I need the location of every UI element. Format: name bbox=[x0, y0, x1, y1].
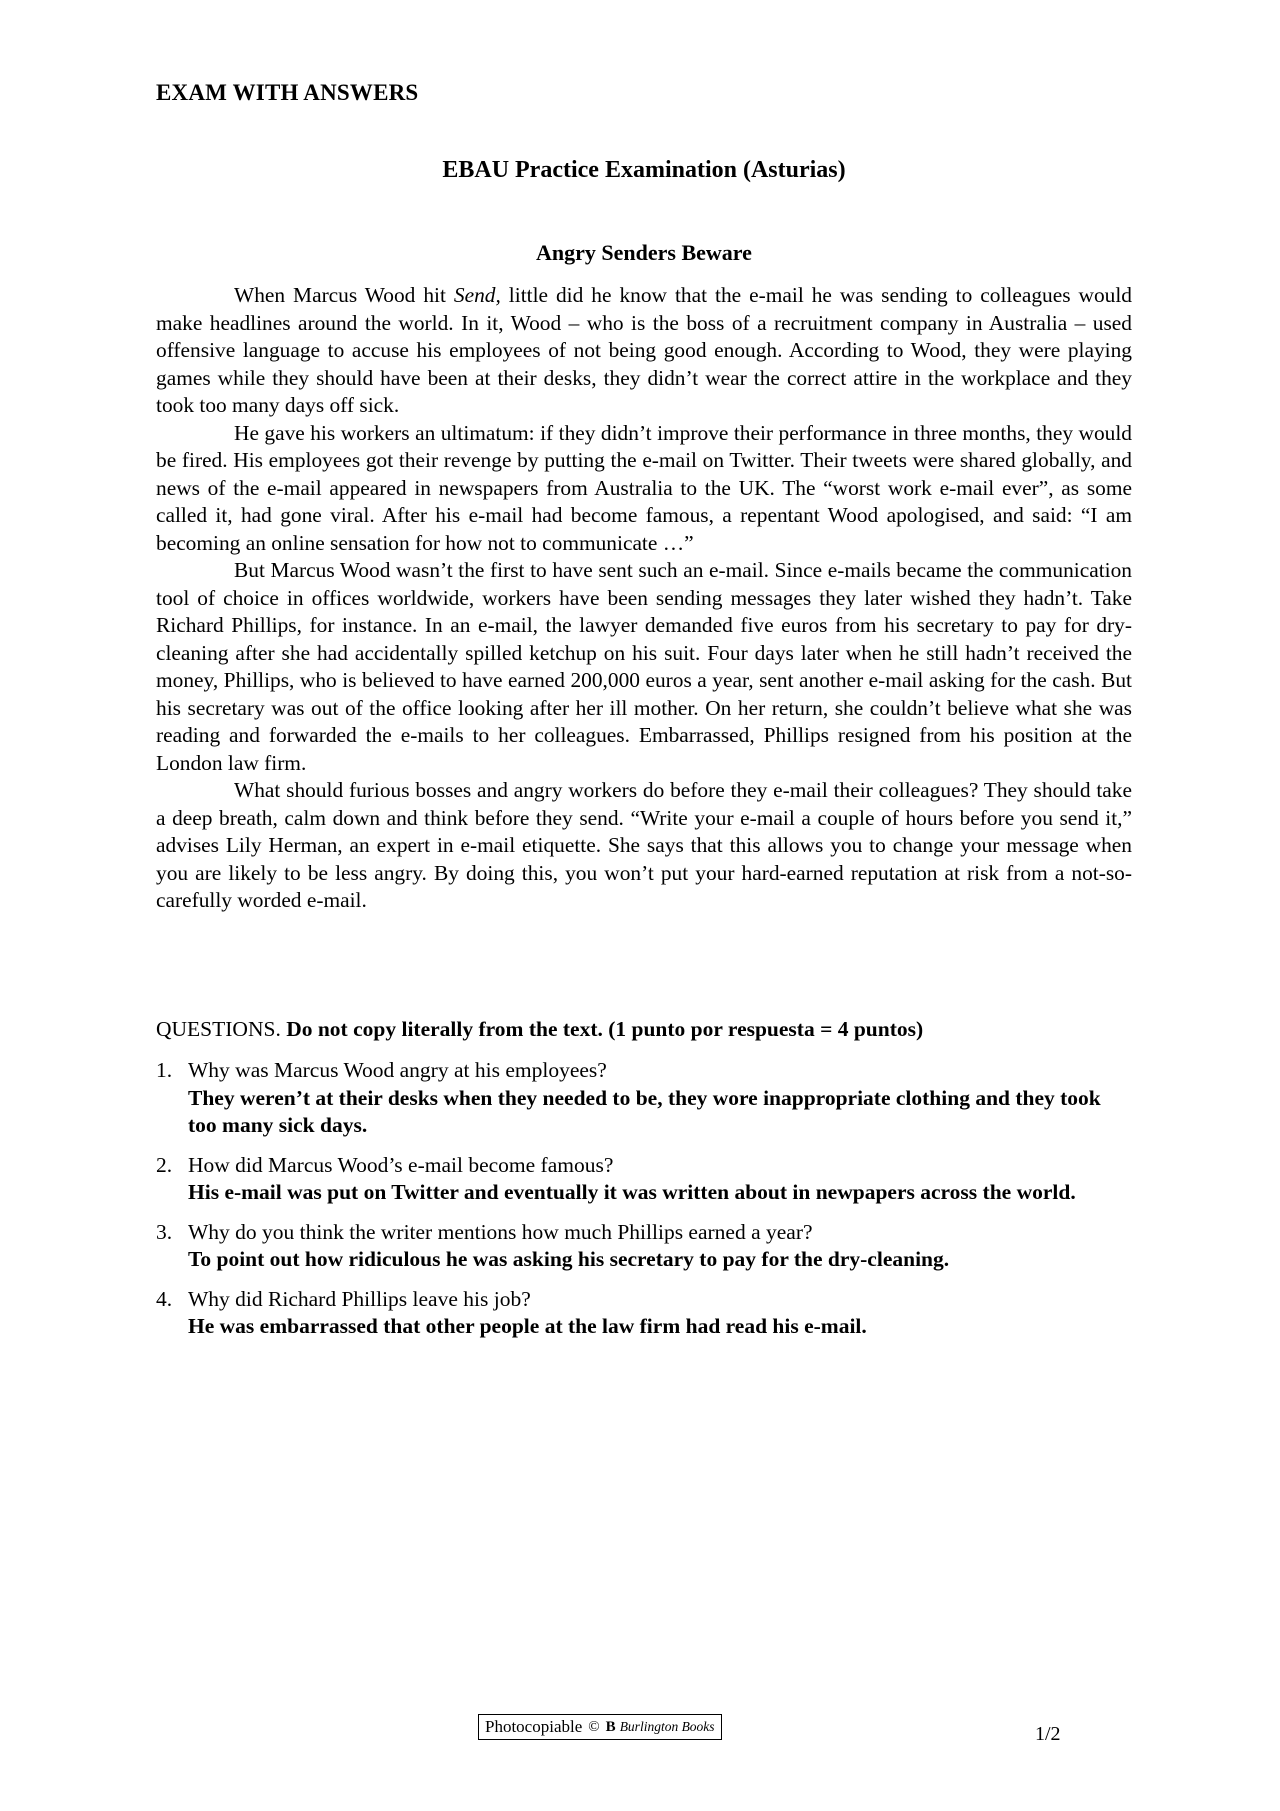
page-number: 1/2 bbox=[1035, 1723, 1061, 1745]
question-text: How did Marcus Wood’s e-mail become famous? bbox=[188, 1152, 614, 1177]
photocopiable-badge bbox=[478, 1714, 722, 1740]
article-paragraph-1 bbox=[156, 282, 1132, 420]
question-number: 2. bbox=[156, 1152, 173, 1177]
burlington-logo-icon: B bbox=[605, 1718, 614, 1735]
article-paragraph-2: He gave his workers an ultimatum: if they didn’t improve their performance in three months, they would be fired. His employees got their revenge by putting the e-mail on Twitter. Their tweets were shared globally, and news of the e-mail appeared in newspapers from Australia to the UK. The “worst work e-mail ever”, as some called it, had gone viral. After his e-mail had become famous, a repentant Wood apologised, and said: “I am becoming an online sensation for how not to communicate …” bbox=[156, 420, 1132, 555]
publisher-name: Burlington Books bbox=[619, 1719, 715, 1734]
answer-text: They weren’t at their desks when they needed to be, they wore inappropriate clothing and they took too many sick days. bbox=[188, 1085, 1101, 1137]
paragraph-1-start: When Marcus Wood hit bbox=[234, 283, 454, 307]
article-title: Angry Senders Beware bbox=[536, 240, 752, 265]
questions-instruction: Do not copy literally from the text. (1 punto por respuesta = 4 puntos) bbox=[286, 1017, 924, 1041]
question-list bbox=[156, 1057, 1132, 1353]
question-number: 3. bbox=[156, 1219, 173, 1244]
article-body bbox=[156, 282, 1132, 915]
paragraph-1-rest: little did he know that the e-mail he was sending to colleagues would make headlines around the world. In it, Wood – who is the boss of a recruitment company in Australia – used offensive language to accuse his employees of not being good enough. According to Wood, they were playing games while they should have been at their desks, they didn’t wear the correct attire in the workplace and they took too many days off sick. bbox=[156, 283, 1132, 417]
question-text: Why was Marcus Wood angry at his employees? bbox=[188, 1058, 607, 1082]
answer-text: To point out how ridiculous he was asking his secretary to pay for the dry-cleaning. bbox=[188, 1247, 950, 1271]
question-number: 4. bbox=[156, 1286, 173, 1311]
document-label: EXAM WITH ANSWERS bbox=[156, 80, 419, 105]
question-item bbox=[156, 1057, 1132, 1140]
questions-label: QUESTIONS. bbox=[156, 1017, 281, 1041]
question-text: Why do you think the writer mentions how much Phillips earned a year? bbox=[188, 1219, 813, 1244]
exam-title: EBAU Practice Examination (Asturias) bbox=[442, 157, 846, 183]
question-item bbox=[156, 1152, 1132, 1207]
answer-text: He was embarrassed that other people at the law firm had read his e-mail. bbox=[188, 1314, 867, 1338]
questions-heading bbox=[156, 1017, 1132, 1042]
copyright-symbol: © bbox=[588, 1718, 600, 1735]
photocopiable-label: Photocopiable bbox=[485, 1717, 583, 1736]
send-italic: Send, bbox=[453, 283, 501, 307]
question-item bbox=[156, 1219, 1132, 1274]
answer-text: His e-mail was put on Twitter and eventually it was written about in newpapers across the world. bbox=[188, 1180, 1076, 1204]
question-number: 1. bbox=[156, 1058, 173, 1082]
article-paragraph-4: What should furious bosses and angry workers do before they e-mail their colleagues? They should take a deep breath, calm down and think before they send. “Write your e-mail a couple of hours before you send it,” advises Lily Herman, an expert in e-mail etiquette. She says that this allows you to change your message when you are likely to be less angry. By doing this, you won’t put your hard-earned reputation at risk from a not-so-carefully worded e-mail. bbox=[156, 778, 1132, 912]
question-text: Why did Richard Phillips leave his job? bbox=[188, 1286, 531, 1311]
article-paragraph-3: But Marcus Wood wasn’t the first to have sent such an e-mail. Since e-mails became the communication tool of choice in offices worldwide, workers have been sending messages they later wished they hadn’t. Take Richard Phillips, for instance. In an e-mail, the lawyer demanded five euros from his secretary to pay for dry-cleaning after she had accidentally spilled ketchup on his suit. Four days later when he still hadn’t received the money, Phillips, who is believed to have earned 200,000 euros a year, sent another e-mail asking for the cash. But his secretary was out of the office looking after her ill mother. On her return, she couldn’t believe what she was reading and forwarded the e-mails to her colleagues. Embarrassed, Phillips resigned from his position at the London law firm. bbox=[156, 558, 1132, 775]
question-item bbox=[156, 1286, 1132, 1341]
